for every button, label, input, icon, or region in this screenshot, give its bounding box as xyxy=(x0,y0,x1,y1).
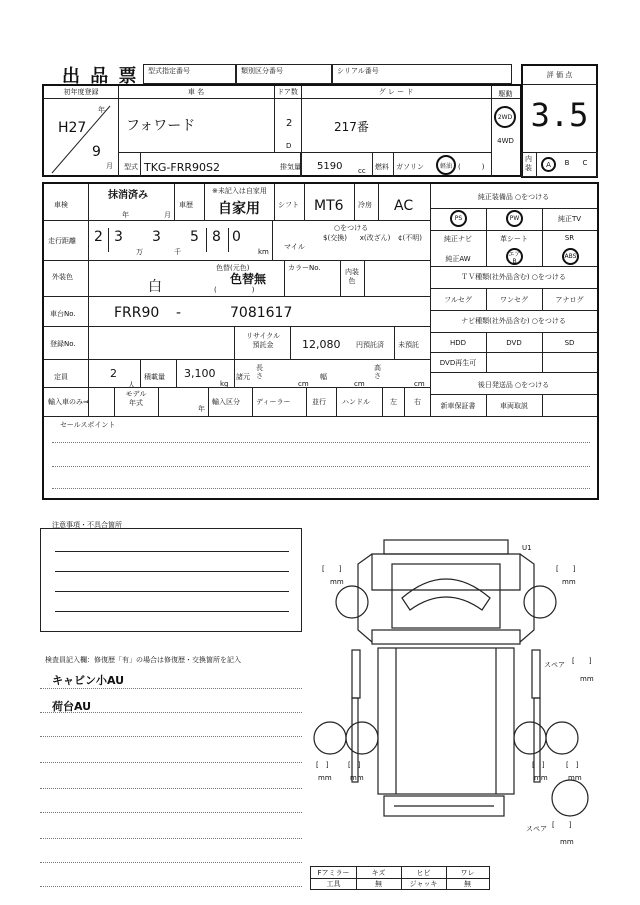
chassis-dash: - xyxy=(176,305,182,321)
rr-inner-bracket: [ ] xyxy=(532,761,545,769)
chassis-number: 7081617 xyxy=(230,305,293,321)
wheel-front-right xyxy=(524,586,556,618)
equip-navi[interactable]: 純正ナビ xyxy=(444,235,472,243)
mileage-digit-5: 8 xyxy=(212,229,221,245)
serial-box xyxy=(332,64,512,84)
legend-v-2: 無 xyxy=(375,880,382,888)
mileage-unit-man: 万 xyxy=(136,248,143,256)
later-title: 後日発送品 ○をつける xyxy=(477,381,550,389)
equip-airbag[interactable]: エアB xyxy=(506,248,523,265)
repaint-paren: ( ) xyxy=(214,286,255,294)
import-class-label: 輸入区分 xyxy=(212,398,240,406)
spare-wheel xyxy=(552,780,588,816)
mileage-unknown[interactable] xyxy=(394,234,426,243)
ac-value: AC xyxy=(394,198,414,214)
inspector-label: 検査員記入欄：修復歴「有」の場合は修復歴・交換箇所を記入 xyxy=(45,656,241,664)
dvd-playback[interactable]: DVD再生可 xyxy=(439,359,477,367)
grade-label: グ レ ー ド xyxy=(378,88,414,96)
model-year-unit: 年 xyxy=(198,405,205,413)
navi-hdd[interactable]: HDD xyxy=(449,339,467,347)
legend-h-1: Fアミラー xyxy=(317,869,350,877)
recycle-paid[interactable]: 円預託済 xyxy=(356,341,384,349)
use-label: 車歴 xyxy=(179,201,193,209)
spare1-bracket: [ ] xyxy=(572,657,592,665)
score-value: 3.5 xyxy=(530,96,589,134)
form-title: 出 品 票 xyxy=(62,66,139,87)
tv-oneseg[interactable]: ワンセグ xyxy=(500,296,528,304)
load-unit: kg xyxy=(220,380,229,388)
u1-label: U1 xyxy=(522,544,532,552)
mileage-unknown-text: (不明) xyxy=(402,234,422,242)
equip-sr[interactable]: SR xyxy=(564,234,575,242)
exterior-label: 外装色 xyxy=(52,273,73,281)
length-cm: cm xyxy=(298,380,309,388)
recycle-unpaid[interactable]: 未預託 xyxy=(398,341,419,349)
drive-2wd[interactable]: 2WD xyxy=(494,106,516,128)
fuel-light[interactable]: 軽油 xyxy=(436,155,456,175)
load-label: 積載量 xyxy=(144,373,165,381)
detail-table xyxy=(42,182,599,500)
car-name-value: フォワード xyxy=(126,118,196,134)
rl-outer-bracket: [ ] xyxy=(316,761,329,769)
windshield-shape xyxy=(402,579,490,610)
inspection-month-unit: 月 xyxy=(164,211,171,219)
length-label: 長さ xyxy=(256,364,263,380)
equip-ps[interactable]: PS xyxy=(450,210,467,227)
interior-b[interactable]: B xyxy=(564,159,570,167)
year-unit: 年 xyxy=(98,106,105,114)
model-cert-label: 型式指定番号 xyxy=(148,67,190,75)
navi-dvd[interactable]: DVD xyxy=(506,339,522,347)
mileage-swap-text: (交換) xyxy=(327,234,347,242)
equipment-title: 純正装備品 ○をつける xyxy=(477,193,550,201)
model-cert-box xyxy=(143,64,236,84)
use-value: 自家用 xyxy=(218,201,260,217)
shift-value: MT6 xyxy=(314,198,344,214)
rl-inner-mm: mm xyxy=(350,774,364,782)
doors-value: 2 xyxy=(286,118,293,129)
caution-label: 注意事項・不具合箇所 xyxy=(52,521,122,529)
legend-v-4: 無 xyxy=(464,880,471,888)
first-reg-label: 初年度登録 xyxy=(63,88,99,96)
interior-a[interactable]: A xyxy=(541,157,556,172)
color-no-label: カラーNo. xyxy=(288,264,321,272)
wheel-rear-right-outer xyxy=(546,722,578,754)
capacity-unit: 人 xyxy=(128,381,135,389)
month-unit: 月 xyxy=(106,162,113,170)
capacity-label: 定員 xyxy=(54,373,68,381)
rl-outer-mm: mm xyxy=(318,774,332,782)
inspection-year-unit: 年 xyxy=(122,211,129,219)
legend-h-3: ヒビ xyxy=(416,869,431,877)
chassis-prefix: FRR90 xyxy=(114,305,160,321)
equip-aw[interactable]: 純正AW xyxy=(445,255,471,263)
spare2-bracket: [ ] xyxy=(552,821,572,829)
interior-c[interactable]: C xyxy=(582,159,588,167)
wheel-front-left xyxy=(336,586,368,618)
caution-box xyxy=(40,528,302,632)
spare2-mm: mm xyxy=(560,838,574,846)
front-right-mm: mm xyxy=(562,578,576,586)
displacement-value: 5190 xyxy=(317,161,343,172)
cab-roof-shape xyxy=(392,564,500,628)
mileage-digit-4: 5 xyxy=(190,229,199,245)
mileage-digit-2: 3 xyxy=(114,229,123,245)
doors-unit: D xyxy=(286,142,292,150)
interior-color-label: 内装 色 xyxy=(345,268,359,285)
fuel-label: 燃料 xyxy=(375,163,389,171)
interior-grade-box xyxy=(521,152,598,177)
class-box xyxy=(236,64,332,84)
score-label: 評 価 点 xyxy=(546,71,573,79)
legend-table xyxy=(310,866,490,890)
sales-point-label: セールスポイント xyxy=(60,421,116,429)
mileage-digit-1: 2 xyxy=(94,229,103,245)
wheel-rear-left-outer xyxy=(314,722,346,754)
chassis-label: 車台No. xyxy=(50,310,76,318)
capacity-value: 2 xyxy=(110,367,117,380)
cargo-bed-shape xyxy=(378,648,514,794)
repaint-label: 色替(元色) xyxy=(216,264,250,272)
import-label: 輸入車のみ⇒ xyxy=(48,398,89,406)
first-reg-era: H27 xyxy=(58,120,87,136)
mileage-tamper-text: (改ざん) xyxy=(363,234,391,242)
drive-label: 駆動 xyxy=(498,90,513,98)
displacement-label: 排気量 xyxy=(280,163,301,171)
navi-sd[interactable]: SD xyxy=(564,339,575,347)
mileage-unit-km: km xyxy=(258,248,269,256)
front-left-mm: mm xyxy=(330,578,344,586)
width-cm: cm xyxy=(354,380,365,388)
mileage-circle-note: ○をつける xyxy=(334,224,369,232)
type-value: TKG-FRR90S2 xyxy=(144,161,221,174)
front-bumper-shape xyxy=(384,540,508,554)
legend-h-4: ワレ xyxy=(460,869,475,877)
equip-abs[interactable]: ABS xyxy=(562,248,579,265)
rr-outer-bracket: [ ] xyxy=(566,761,579,769)
width-label: 幅 xyxy=(320,373,327,381)
mileage-label: 走行距離 xyxy=(48,237,76,245)
legend-v-3: ジャッキ xyxy=(409,880,438,888)
dims-label: 諸元 xyxy=(236,373,250,381)
inspection-label: 車検 xyxy=(54,201,68,209)
fuel-paren: ( ) xyxy=(458,163,485,171)
car-name-label: 車 名 xyxy=(187,88,205,96)
mileage-digit-3: 3 xyxy=(152,229,161,245)
mileage-unit-sen: 千 xyxy=(174,248,181,256)
exterior-value: 白 xyxy=(148,279,162,295)
serial-label: シリアル番号 xyxy=(337,67,379,75)
type-label: 型式 xyxy=(124,163,138,171)
class-label: 類別区分番号 xyxy=(241,67,283,75)
handle-label: ハンドル xyxy=(342,398,370,406)
mileage-tamper[interactable] xyxy=(358,234,392,243)
recycle-label: リサイクル 預託金 xyxy=(245,332,281,349)
drive-4wd[interactable]: 4WD xyxy=(497,137,514,145)
equip-tv[interactable]: 純正TV xyxy=(557,215,582,223)
load-value: 3,100 xyxy=(184,367,216,380)
ac-label: 冷房 xyxy=(358,201,372,209)
import-dealer[interactable]: ディーラー xyxy=(256,398,291,406)
tv-analog[interactable]: アナログ xyxy=(555,296,584,304)
mileage-tamper-symbol: x xyxy=(359,234,364,242)
wheel-rear-left-inner xyxy=(346,722,378,754)
handle-left[interactable]: 左 xyxy=(390,398,397,406)
spare-label-2: スペア xyxy=(526,825,547,833)
wheel-rear-right-inner xyxy=(514,722,546,754)
mileage-swap-symbol: $ xyxy=(323,234,328,242)
displacement-unit: cc xyxy=(358,167,366,175)
spare1-mm: mm xyxy=(580,675,594,683)
interior-label: 内装 xyxy=(525,155,532,172)
vehicle-basic-table xyxy=(42,84,522,177)
inspector-entry-2: 荷台AU xyxy=(52,700,92,713)
mileage-unknown-symbol: ¢ xyxy=(398,234,403,242)
rl-inner-bracket: [ ] xyxy=(348,761,361,769)
mileage-digit-6: 0 xyxy=(232,229,241,245)
import-parallel[interactable]: 並行 xyxy=(312,398,326,406)
legend-v-1: 工具 xyxy=(326,880,341,888)
grade-value: 217番 xyxy=(334,120,369,134)
repaint-value: 色替無 xyxy=(230,272,267,286)
recycle-value: 12,080 xyxy=(302,338,341,351)
inspection-status: 抹消済み xyxy=(108,190,148,201)
equip-leather[interactable]: 革シート xyxy=(500,235,528,243)
inspector-entry-1: キャビン小AU xyxy=(52,674,125,687)
tv-fullseg[interactable]: フルセグ xyxy=(444,296,472,304)
front-left-mm-bracket: [ ] xyxy=(322,565,342,573)
rr-inner-mm: mm xyxy=(534,774,548,782)
shift-label: シフト xyxy=(278,201,299,209)
rr-outer-mm: mm xyxy=(568,774,582,782)
tv-title: ＴＶ種類(社外品含む) ○をつける xyxy=(461,273,566,281)
navi-title: ナビ種類(社外品含む) ○をつける xyxy=(461,317,566,325)
mileage-mile[interactable]: マイル xyxy=(284,243,305,251)
height-label: 高さ xyxy=(374,364,381,380)
cab-front-shape xyxy=(372,554,520,590)
handle-right[interactable]: 右 xyxy=(414,398,421,406)
later-manual[interactable]: 車両取説 xyxy=(500,402,528,410)
front-right-mm-bracket: [ ] xyxy=(556,565,576,573)
doors-label: ドア数 xyxy=(277,88,298,96)
height-cm: cm xyxy=(414,380,425,388)
fuel-gas[interactable]: ガソリン xyxy=(396,163,424,171)
later-warranty[interactable]: 新車保証書 xyxy=(440,402,476,410)
model-year-label: モデル 年式 xyxy=(125,390,147,407)
mileage-swap[interactable] xyxy=(320,234,350,243)
equip-pw[interactable]: PW xyxy=(506,210,523,227)
first-reg-month: 9 xyxy=(92,144,101,160)
legend-h-2: キズ xyxy=(371,869,386,877)
spare-label-1: スペア xyxy=(544,661,565,669)
reg-no-label: 登録No. xyxy=(50,340,76,348)
unregistered-note: ※未記入は自家用 xyxy=(212,187,267,195)
